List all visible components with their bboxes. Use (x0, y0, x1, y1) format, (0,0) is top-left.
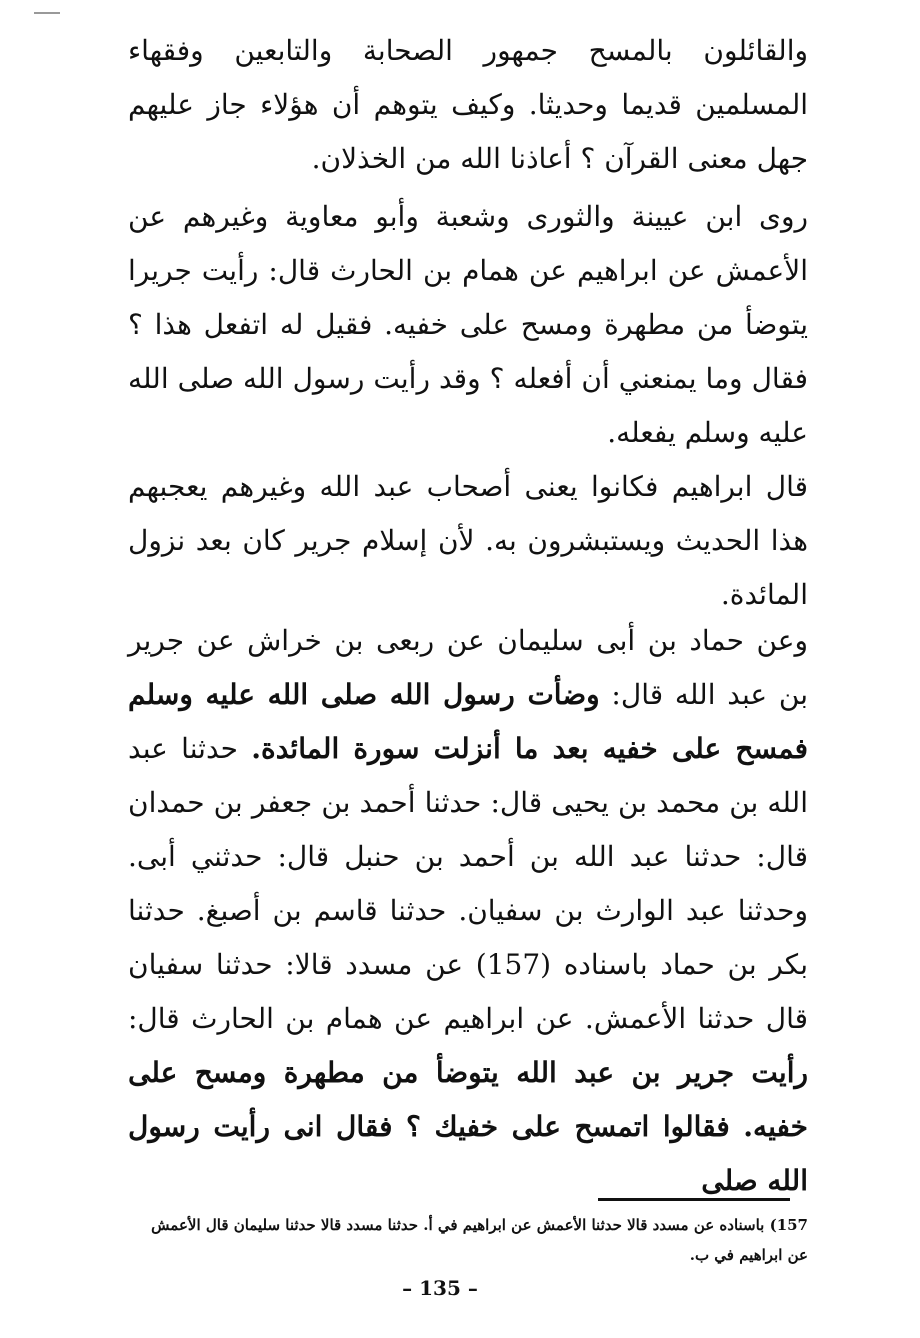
scan-mark (34, 12, 60, 14)
paragraph-2 (128, 190, 808, 460)
paragraph-1 (128, 24, 808, 186)
paragraph-3-text: قال ابراهيم فكانوا يعنى أصحاب عبد الله وغيرهم يعجبهم هذا الحديث ويستبشرون به. لأن إسلام جرير كان بعد نزول المائدة. (128, 470, 808, 611)
paragraph-4 (128, 614, 808, 1208)
paragraph-4-bold-hadith-2: رأيت جرير بن عبد الله يتوضأ من مطهرة ومسح على خفيه. فقالوا اتمسح على خفيك ؟ فقال انى رأيت رسول الله صلى (128, 1056, 808, 1197)
footnote: 157) باسناده عن مسدد قالا حدثنا الأعمش عن ابراهيم في أ. حدثنا مسدد قالا حدثنا سليمان قال الأعمش عن ابراهيم في ب. (151, 1216, 808, 1264)
footnote-divider (598, 1198, 790, 1201)
paragraph-2-text: روى ابن عيينة والثورى وشعبة وأبو معاوية وغيرهم عن الأعمش عن ابراهيم عن همام بن الحارث قال: رأيت جريرا يتوضأ من مطهرة ومسح على خفيه. فقيل له اتفعل هذا ؟ فقال وما يمنعني أن أفعله ؟ وقد رأيت رسول الله صلى الله عليه وسلم يفعله. (128, 200, 808, 449)
paragraph-1-text: والقائلون بالمسح جمهور الصحابة والتابعين وفقهاء المسلمين قديما وحديثا. وكيف يتوهم أن هؤلاء جاز عليهم جهل معنى القرآن ؟ أعاذنا الله من الخذلان. (128, 34, 808, 175)
paragraph-4-isnad: حدثنا عبد الله بن محمد بن يحيى قال: حدثنا أحمد بن جعفر بن حمدان قال: حدثنا عبد الله بن أحمد بن حنبل قال: حدثني أبى. وحدثنا عبد الوارث بن سفيان. حدثنا قاسم بن أصبغ. حدثنا بكر بن حماد باسناده (157) عن مسدد قالا: حدثنا سفيان قال حدثنا الأعمش. عن ابراهيم عن همام بن الحارث قال: (128, 732, 808, 1035)
paragraph-4-bold-hadith-1: وضأت رسول الله صلى الله عليه وسلم فمسح على خفيه بعد ما أنزلت سورة المائدة. (128, 678, 808, 765)
page-number: – 135 – (402, 1276, 478, 1300)
paragraph-4-text-a: وعن حماد بن أبى سليمان عن ربعى بن خراش عن جرير بن عبد الله قال: (128, 624, 809, 711)
paragraph-3 (128, 460, 808, 622)
